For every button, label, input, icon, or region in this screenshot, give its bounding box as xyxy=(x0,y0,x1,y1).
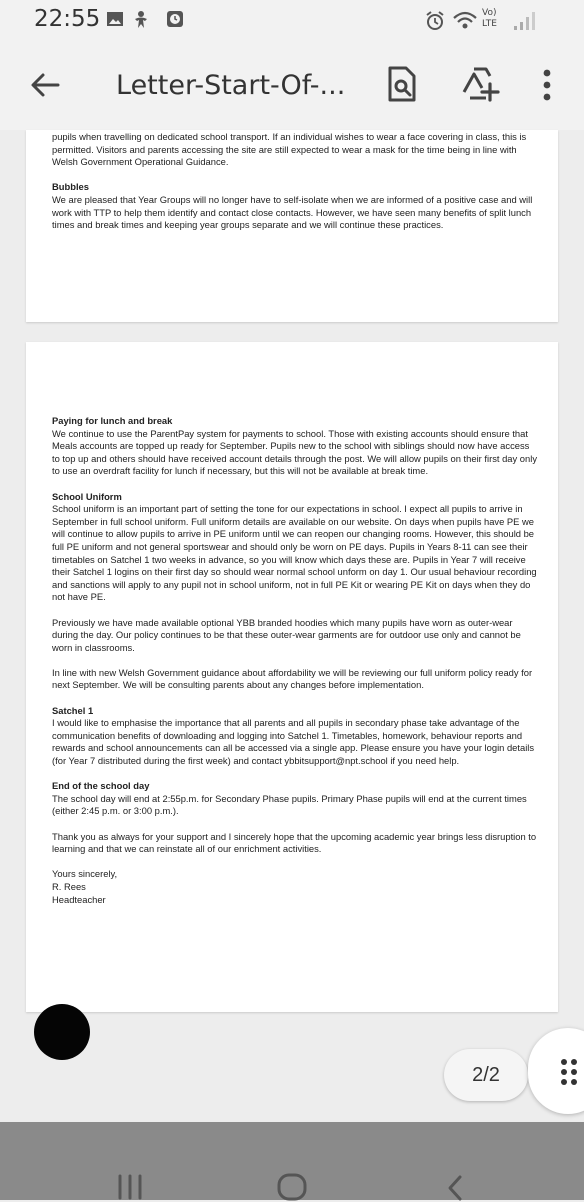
bubbles-heading: Bubbles xyxy=(52,181,89,193)
hoodies-paragraph: Previously we have made available optional YBB branded hoodies which many pupils have worn as outer-wear during the day. Our policy continues to be that these outer-wear garments are for outdoor use only and cannot be worn in classrooms. xyxy=(52,616,521,653)
page-1-content xyxy=(52,131,538,244)
page-2-content xyxy=(52,415,538,906)
end-of-day-paragraph: The school day will end at 2:55p.m. for Secondary Phase pupils. Primary Phase pupils will end at the current times (either 2:45 p.m. or 3:00 p.m.). xyxy=(52,792,527,817)
uniform-paragraph: School uniform is an important part of setting the tone for our expectations in school. I expect all pupils to arrive in September in full school uniform. Full uniform details are available on our website. On days when pupils have PE we will continue to allow pupils to arrive in PE uniform until we can reopen our changing rooms. However, this should be full PE uniform and not general sportswear and should only be worn on PE days. Pupils in Years 8-11 can see their timetables on Satchel 1 two weeks in advance, so you will know which days these are. Pupils in Year 7 will receive their Satchel 1 logins on their first day so should wear normal school unform on day 1. Our usual behaviour recording and sanctions will apply to any pupil not in school uniform, not in full PE Kit or wearing PE Kit on days when they do not have PE. xyxy=(52,503,537,603)
bubbles-paragraph: We are pleased that Year Groups will no longer have to self-isolate when we are informed of a positive case and will work with TTP to help them identify and contact close contacts. However, we have seen many benefits of split lunch times and break times and keeping year groups separate and we will continue these practices. xyxy=(52,193,533,231)
intro-paragraph: pupils when travelling on dedicated school transport. If an individual wishes to wear a face covering in class, this is permitted. Visitors and parents accessing the site are still expected to wear a mask for the time being in line with Welsh Government Operational Guidance. xyxy=(52,131,527,168)
signal-icon xyxy=(512,10,536,32)
home-icon[interactable] xyxy=(276,1172,308,1202)
grid-menu-button[interactable] xyxy=(528,1028,584,1114)
signoff: Yours sincerely, xyxy=(52,868,118,880)
end-of-day-heading: End of the school day xyxy=(52,780,150,792)
policy-paragraph: In line with new Welsh Government guidance about affordability we will be reviewing our full uniform policy ready for next September. We will be consulting parents about any changes before implementation. xyxy=(52,666,533,691)
satchel-heading: Satchel 1 xyxy=(52,704,94,716)
add-to-drive-icon[interactable] xyxy=(460,66,502,104)
lunch-paragraph: We continue to use the ParentPay system for payments to school. Those with existing accounts should ensure that Meals accounts are topped up ready for September. Pupils new to the school with siblings should now have access to top up and others should have received account details through the post. We will allow pupils on their first day only to use an overdraft facility for lunch if necessary, but this will not be available at break time. xyxy=(52,427,538,477)
grid-dots-icon xyxy=(560,1058,580,1088)
image-icon xyxy=(106,10,124,28)
page-indicator: 2/2 xyxy=(444,1049,528,1101)
signer-name: R. Rees xyxy=(52,880,86,892)
network-label: Vo) LTE xyxy=(482,8,497,29)
lunch-heading: Paying for lunch and break xyxy=(52,415,173,426)
navigation-bar xyxy=(0,1122,584,1200)
signer-title: Headteacher xyxy=(52,893,106,905)
clock-icon xyxy=(166,10,184,28)
floating-bubble[interactable] xyxy=(34,1004,90,1060)
thanks-paragraph: Thank you as always for your support and I sincerely hope that the upcoming academic year brings less disruption to learning and that we can reinstate all of our enrichment activities. xyxy=(52,830,537,855)
recent-apps-icon[interactable] xyxy=(116,1174,144,1200)
status-time: 22:55 xyxy=(34,6,101,32)
back-chevron-icon[interactable] xyxy=(444,1174,466,1202)
status-bar xyxy=(0,0,584,40)
uniform-heading: School Uniform xyxy=(52,490,122,502)
search-document-icon[interactable] xyxy=(384,66,420,104)
accessibility-icon xyxy=(132,10,150,30)
satchel-paragraph: I would like to emphasise the importance that all parents and all pupils in secondary phase take advantage of the communication benefits of downloading and logging into Satchel 1. Timetables, homework, behaviour reports and rewards and school announcements can all be accessed via a single app. Please ensure you have your login details (for Year 7 distributed during the first week) and contact ybbitsupport@npt.school if you need help. xyxy=(52,717,535,767)
wifi-icon xyxy=(452,10,478,32)
document-title: Letter-Start-Of-... xyxy=(116,70,346,101)
arrow-left-icon[interactable] xyxy=(28,70,62,100)
alarm-icon xyxy=(424,10,446,32)
more-vert-icon[interactable] xyxy=(540,68,554,102)
